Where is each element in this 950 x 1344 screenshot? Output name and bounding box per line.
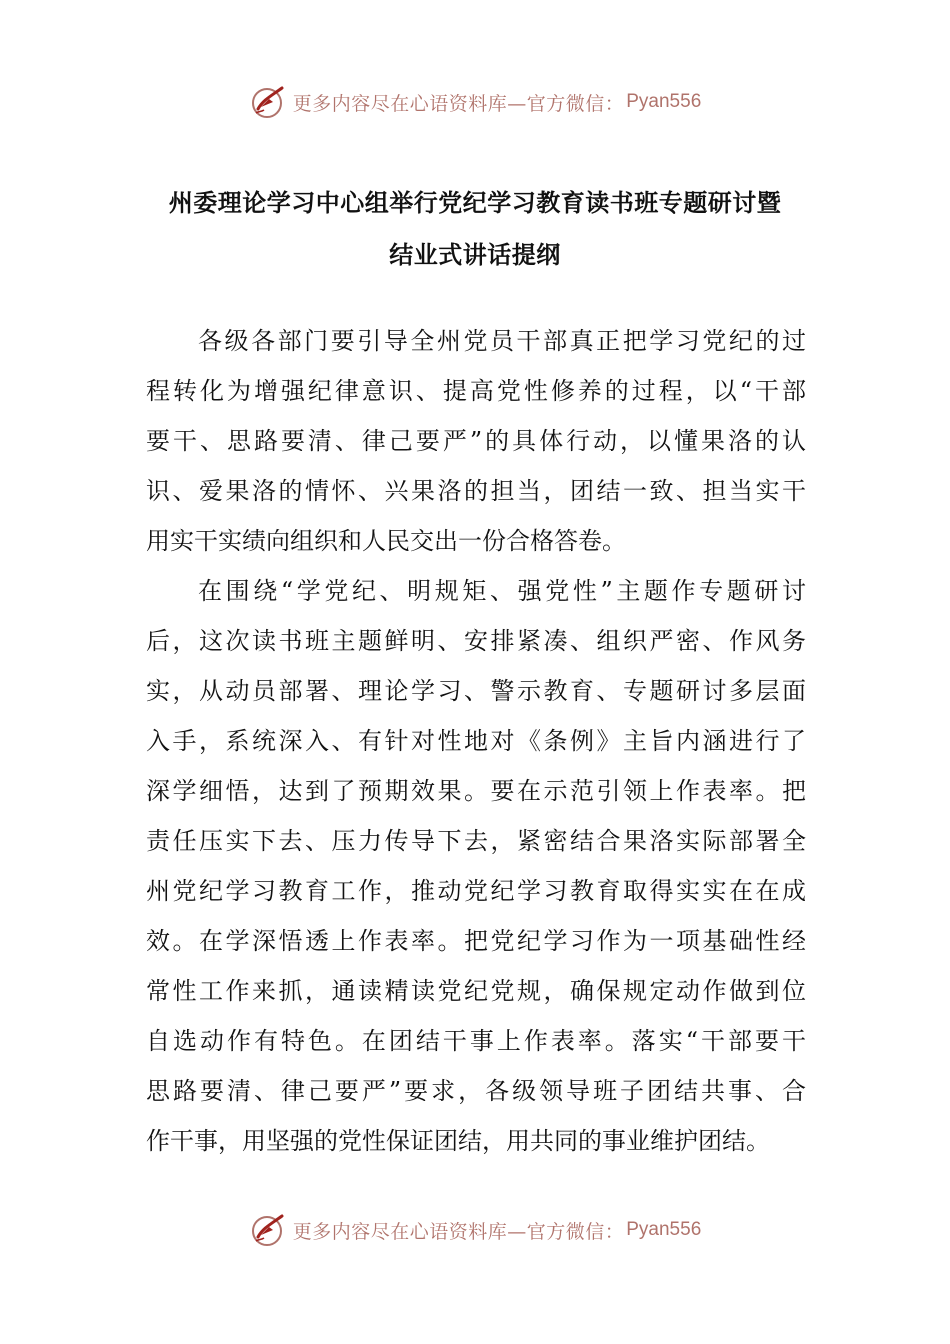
text-line: 责任压实下去、压力传导下去，紧密结合果洛实际部署全 [146, 827, 806, 855]
text-line: 深学细悟，达到了预期效果。要在示范引领上作表率。把 [146, 777, 806, 805]
paragraph-2 [146, 566, 806, 1166]
text-line: 用实干实绩向组织和人民交出一份合格答卷。 [146, 527, 626, 555]
watermark-text: 更多内容尽在心语资料库—官方微信： [292, 1220, 625, 1243]
document-body [146, 316, 806, 1166]
text-line: 入手，系统深入、有针对性地对《条例》主旨内涵进行了 [146, 727, 806, 755]
paragraph-1 [146, 316, 806, 566]
pen-logo-icon [249, 82, 289, 122]
text-line: 州党纪学习教育工作，推动党纪学习教育取得实实在在成 [146, 877, 806, 905]
text-line: 后，这次读书班主题鲜明、安排紧凑、组织严密、作风务 [146, 627, 806, 655]
wechat-id: Pyan556 [626, 91, 702, 112]
pen-logo-icon [249, 1210, 289, 1250]
wechat-id: Pyan556 [626, 1219, 702, 1240]
text-line: 各级各部门要引导全州党员干部真正把学习党纪的过 [198, 327, 806, 355]
document-title-line-1: 州委理论学习中心组举行党纪学习教育读书班专题研讨暨 [168, 189, 782, 217]
text-line: 程转化为增强纪律意识、提高党性修养的过程，以“干部 [146, 377, 806, 405]
document-title-line-2: 结业式讲话提纲 [389, 241, 561, 269]
text-line: 效。在学深悟透上作表率。把党纪学习作为一项基础性经 [146, 927, 806, 955]
text-line: 识、爱果洛的情怀、兴果洛的担当，团结一致、担当实干 [146, 477, 806, 505]
text-line: 思路要清、律己要严”要求，各级领导班子团结共事、合 [146, 1077, 806, 1105]
text-line: 在围绕“学党纪、明规矩、强党性”主题作专题研讨 [198, 577, 806, 605]
text-line: 常性工作来抓，通读精读党纪党规，确保规定动作做到位 [146, 977, 806, 1005]
text-line: 要干、思路要清、律己要严”的具体行动，以懂果洛的认 [146, 427, 806, 455]
footer-watermark [0, 1208, 950, 1252]
watermark-text: 更多内容尽在心语资料库—官方微信： [292, 92, 625, 115]
text-line: 实，从动员部署、理论学习、警示教育、专题研讨多层面 [146, 677, 806, 705]
text-line: 作干事，用坚强的党性保证团结，用共同的事业维护团结。 [146, 1127, 770, 1155]
text-line: 自选动作有特色。在团结干事上作表率。落实“干部要干 [146, 1027, 806, 1055]
header-watermark [0, 80, 950, 124]
